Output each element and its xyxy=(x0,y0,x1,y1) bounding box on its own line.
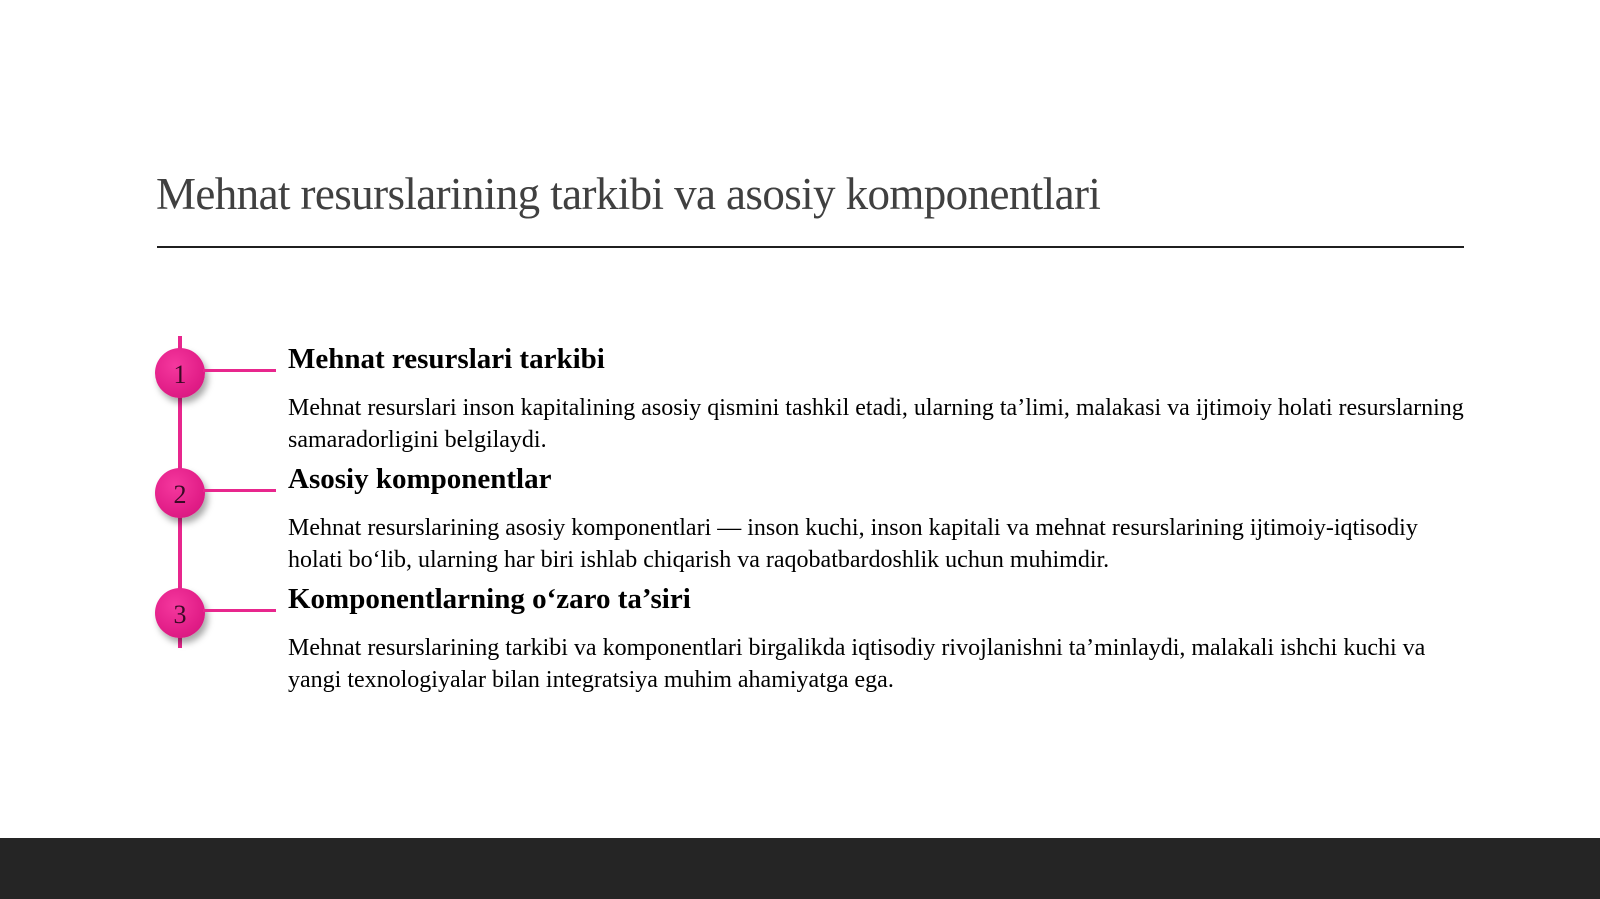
slide-title: Mehnat resurslarining tarkibi va asosiy komponentlari xyxy=(156,169,1101,219)
step-connector xyxy=(203,609,276,612)
step-connector xyxy=(203,489,276,492)
step-connector xyxy=(203,369,276,372)
step-heading: Mehnat resurslari tarkibi xyxy=(288,343,605,375)
step-number-badge: 1 xyxy=(155,348,205,398)
step-description: Mehnat resurslarining tarkibi va komponentlari birgalikda iqtisodiy rivojlanishni ta’minlaydi, malakali ishchi kuchi va yangi texnologiyalar bilan integratsiya muhim ahamiyatga ega. xyxy=(288,635,1426,693)
footer-bar xyxy=(0,838,1600,899)
step-heading: Asosiy komponentlar xyxy=(288,463,552,495)
step-description: Mehnat resurslari inson kapitalining asosiy qismini tashkil etadi, ularning ta’limi, malakasi va ijtimoiy holati resurslarning samaradorligini belgilaydi. xyxy=(288,395,1464,453)
step-number-badge: 3 xyxy=(155,588,205,638)
step-description: Mehnat resurslarining asosiy komponentlari — inson kuchi, inson kapitali va mehnat resurslarining ijtimoiy-iqtisodiy holati bo‘lib, ularning har biri ishlab chiqarish va raqobatbardoshlik uchun muhimdir. xyxy=(288,515,1418,573)
step-number-badge: 2 xyxy=(155,468,205,518)
step-heading: Komponentlarning o‘zaro ta’siri xyxy=(288,583,691,615)
